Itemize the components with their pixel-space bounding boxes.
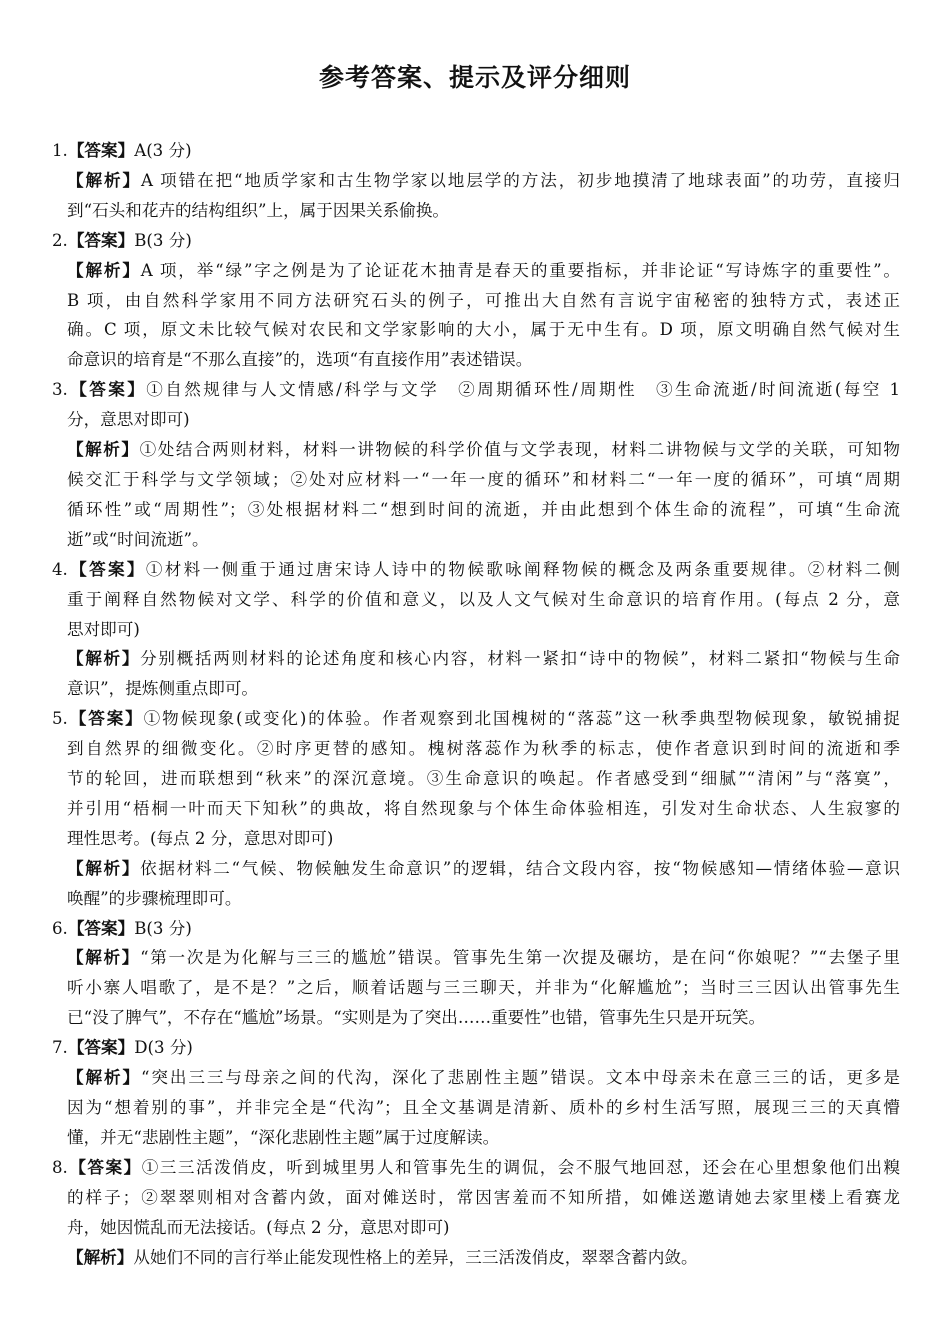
answer-text: 并引用“梧桐一叶而天下知秋”的典故，将自然现象与个体生命体验相连，引发对生命状态、人生寂寥的 — [67, 798, 900, 818]
analysis-line — [52, 674, 900, 704]
answer-line — [52, 1213, 900, 1243]
answer-line — [52, 1153, 900, 1183]
analysis-line — [52, 644, 900, 674]
answer-label: 【答案】 — [67, 559, 146, 579]
analysis-line — [52, 256, 900, 286]
answer-label: 【答案】 — [67, 1038, 135, 1058]
answer-line — [52, 824, 900, 854]
analysis-text: 懂，并无“悲剧性主题”，“深化悲剧性主题”属于过度解读。 — [67, 1127, 500, 1147]
answer-line — [52, 794, 900, 824]
analysis-label: 【解析】 — [67, 440, 140, 460]
answer-line — [52, 764, 900, 794]
analysis-line — [52, 166, 900, 196]
analysis-text: 分别概括两则材料的论述角度和核心内容，材料一紧扣“诗中的物候”，材料二紧扣“物候与生命 — [140, 649, 900, 669]
answer-text: ①自然规律与人文情感/科学与文学 ②周期循环性/周期性 ③生命流逝/时间流逝(每空 1 — [146, 380, 900, 400]
answer-text: 到自然界的细微变化。②时序更替的感知。槐树落蕊作为秋季的标志，使作者意识到时间的流逝和季 — [67, 739, 900, 759]
answer-line — [52, 585, 900, 615]
item-number: 2. — [52, 230, 68, 250]
answer-text: 重于阐释自然物候对文学、科学的价值和意义，以及人文气候对生命意识的培育作用。(每点 2 分，意 — [67, 589, 900, 609]
answer-item — [52, 226, 900, 376]
analysis-text: 候交汇于科学与文学领域；②处对应材料一“一年一度的循环”和材料二“一年一度的循环”，可填“周期 — [67, 469, 900, 489]
item-number: 5. — [52, 709, 68, 729]
answer-line — [52, 704, 900, 734]
analysis-line — [52, 973, 900, 1003]
answer-text: 舟，她因慌乱而无法接话。(每点 2 分，意思对即可) — [67, 1217, 450, 1237]
answer-label: 【答案】 — [67, 380, 147, 400]
answer-line — [52, 136, 900, 166]
answer-text: ①材料一侧重于通过唐宋诗人诗中的物候歌咏阐释物候的概念及两条重要规律。②材料二侧 — [145, 559, 900, 579]
answer-label: 【答案】 — [67, 230, 135, 250]
analysis-text: A 项，举“绿”字之例是为了论证花木抽青是春天的重要指标，并非论证“写诗炼字的重要性”。 — [140, 260, 900, 280]
answer-line — [52, 734, 900, 764]
analysis-label: 【解析】 — [67, 649, 141, 669]
answer-text: A(3 分) — [134, 141, 192, 160]
analysis-line — [52, 315, 900, 345]
analysis-label: 【解析】 — [67, 858, 141, 878]
answer-line — [52, 555, 900, 585]
answer-line — [52, 615, 900, 645]
analysis-text: “第一次是为化解与三三的尴尬”错误。管事先生第一次提及碾坊，是在问“你娘呢？”“去堡子里 — [140, 948, 900, 968]
analysis-text: ①处结合两则材料，材料一讲物候的科学价值与文学表现，材料二讲物候与文学的关联，可知物 — [139, 440, 900, 460]
analysis-line — [52, 435, 900, 465]
analysis-label: 【解析】 — [67, 1068, 142, 1088]
answer-label: 【答案】 — [67, 141, 135, 160]
analysis-text: 因为“想着别的事”，并非完全是“代沟”；且全文基调是清新、质朴的乡村生活写照，展现三三的天真懵 — [67, 1098, 900, 1117]
answer-list — [52, 136, 900, 1272]
item-number: 8. — [52, 1157, 68, 1177]
answer-line — [52, 405, 900, 435]
answer-text: ①物候现象(或变化)的体验。作者观察到北国槐树的“落蕊”这一秋季典型物候现象，敏锐捕捉 — [143, 709, 900, 729]
analysis-label: 【解析】 — [67, 260, 141, 280]
analysis-line — [52, 196, 900, 226]
answer-text: 的样子；②翠翠则相对含蓄内敛，面对傩送时，常因害羞而不知所措，如傩送邀请她去家里楼上看赛龙 — [67, 1187, 900, 1207]
answer-text: B(3 分) — [134, 230, 192, 250]
answer-text: B(3 分) — [134, 918, 192, 938]
analysis-text: 循环性”或“周期性”；③处根据材料二“想到时间的流逝，并由此想到个体生命的流程”，可填“生命流 — [67, 499, 900, 519]
answer-label: 【答案】 — [67, 918, 135, 938]
answer-text: 理性思考。(每点 2 分，意思对即可) — [67, 828, 334, 848]
analysis-text: 依据材料二“气候、物候触发生命意识”的逻辑，结合文段内容，按“物候感知—情绪体验—意识 — [140, 858, 900, 878]
answer-text: D(3 分) — [134, 1038, 193, 1058]
answer-item — [52, 136, 900, 226]
analysis-line — [52, 1243, 900, 1273]
analysis-line — [52, 854, 900, 884]
item-number: 3. — [52, 380, 68, 400]
analysis-label: 【解析】 — [67, 170, 141, 190]
analysis-text: 意识”，提炼侧重点即可。 — [67, 679, 259, 699]
analysis-text: B 项，由自然科学家用不同方法研究石头的例子，可推出大自然有言说宇宙秘密的独特方式，表述正 — [67, 290, 900, 310]
analysis-line — [52, 286, 900, 316]
analysis-text: A 项错在把“地质学家和古生物学家以地层学的方法，初步地摸清了地球表面”的功劳，直接归 — [140, 170, 900, 190]
analysis-text: 确。C 项，原文未比较气候对农民和文学家影响的大小，属于无中生有。D 项，原文明确自然气候对生 — [67, 320, 900, 340]
analysis-line — [52, 1093, 900, 1123]
page-title: 参考答案、提示及评分细则 — [318, 63, 631, 92]
analysis-text: 命意识的培育是“不那么直接”的，选项“有直接作用”表述错误。 — [67, 350, 533, 370]
analysis-line — [52, 465, 900, 495]
analysis-line — [52, 1003, 900, 1033]
answer-line — [52, 914, 900, 944]
answer-text: 节的轮回，进而联想到“秋来”的深沉意境。③生命意识的唤起。作者感受到“细腻”“清闲”与“落寞”， — [67, 769, 900, 789]
answer-line — [52, 375, 900, 405]
analysis-label: 【解析】 — [67, 1247, 134, 1267]
analysis-line — [52, 495, 900, 525]
item-number: 7. — [52, 1038, 68, 1058]
analysis-text: 从她们不同的言行举止能发现性格上的差异，三三活泼俏皮，翠翠含蓄内敛。 — [133, 1247, 698, 1267]
analysis-text: 唤醒”的步骤梳理即可。 — [67, 888, 242, 908]
analysis-line — [52, 1123, 900, 1153]
answer-item — [52, 555, 900, 705]
answer-item — [52, 1033, 900, 1153]
analysis-line — [52, 1063, 900, 1093]
answer-line — [52, 226, 900, 256]
item-number: 4. — [52, 559, 68, 579]
analysis-line — [52, 345, 900, 375]
answer-line — [52, 1183, 900, 1213]
answer-item — [52, 914, 900, 1034]
analysis-text: 听小寨人唱歌了，是不是？”之后，顺着话题与三三聊天，并非为“化解尴尬”；当时三三因认出管事先生 — [67, 978, 900, 998]
answer-item — [52, 375, 900, 554]
analysis-line — [52, 943, 900, 973]
analysis-text: “突出三三与母亲之间的代沟，深化了悲剧性主题”错误。文本中母亲未在意三三的话，更多是 — [141, 1068, 900, 1088]
answer-text: 思对即可) — [67, 619, 140, 639]
analysis-text: 逝”或“时间流逝”。 — [67, 529, 209, 549]
answer-text: ①三三活泼俏皮，听到城里男人和管事先生的调侃，会不服气地回怼，还会在心里想象他们出糗 — [141, 1157, 900, 1177]
answer-item — [52, 1153, 900, 1273]
answer-item — [52, 704, 900, 913]
item-number: 6. — [52, 918, 68, 938]
answer-label: 【答案】 — [67, 709, 144, 729]
answer-text: 分，意思对即可) — [67, 410, 190, 430]
analysis-text: 到“石头和花卉的结构组织”上，属于因果关系偷换。 — [67, 200, 450, 220]
analysis-text: 已“没了脾气”，不存在“尴尬”场景。“实则是为了突出……重要性”也错，管事先生只是开玩笑。 — [67, 1008, 766, 1028]
analysis-line — [52, 525, 900, 555]
item-number: 1. — [52, 141, 68, 160]
answer-line — [52, 1033, 900, 1063]
analysis-label: 【解析】 — [67, 948, 141, 968]
analysis-line — [52, 884, 900, 914]
answer-label: 【答案】 — [67, 1157, 142, 1177]
